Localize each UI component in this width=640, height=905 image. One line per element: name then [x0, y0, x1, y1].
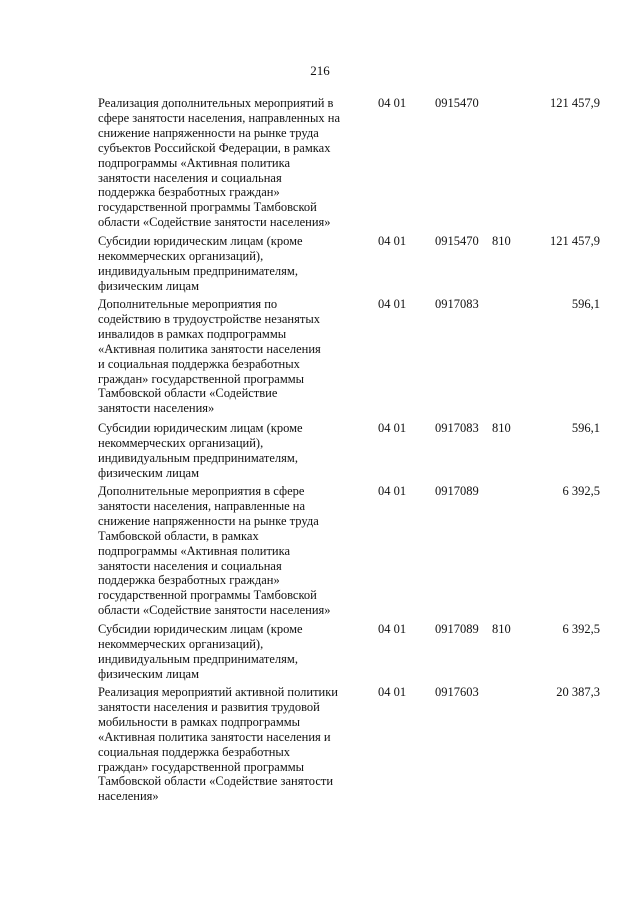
row-expense-type: 810	[492, 421, 511, 435]
row-section-code: 04 01	[378, 685, 407, 699]
row-section-code: 04 01	[378, 234, 407, 248]
row-description: Дополнительные мероприятия в сфере занятости населения, направленные на снижение напряженности на рынке труда Тамбовской области, в рамках подпрограммы «Активная политика занятости населения и социальная поддержка безработных граждан» государственной программы Тамбовской области «Содействие занятости населения»	[98, 484, 331, 618]
row-section-code: 04 01	[378, 484, 407, 498]
row-target-code: 0917089	[435, 622, 479, 636]
row-description: Дополнительные мероприятия по содействию в трудоустройстве незанятых инвалидов в рамках подпрограммы «Активная политика занятости населения и социальная поддержка безработных граждан» государственной программы Тамбовской области «Содействие занятости населения»	[98, 297, 321, 416]
budget-table	[0, 96, 640, 809]
row-expense-type: 810	[492, 622, 511, 636]
row-target-code: 0917603	[435, 685, 479, 699]
row-section-code: 04 01	[378, 297, 407, 311]
row-amount: 121 457,9	[550, 234, 600, 248]
table-row	[0, 685, 640, 809]
table-row	[0, 297, 640, 421]
row-amount: 6 392,5	[562, 622, 600, 636]
row-amount: 20 387,3	[556, 685, 600, 699]
row-description: Субсидии юридическим лицам (кроме некоммерческих организаций), индивидуальным предпринимателям, физическим лицам	[98, 234, 303, 293]
table-row	[0, 622, 640, 685]
row-section-code: 04 01	[378, 622, 407, 636]
table-row	[0, 484, 640, 622]
row-expense-type: 810	[492, 234, 511, 248]
row-section-code: 04 01	[378, 421, 407, 435]
table-row	[0, 421, 640, 484]
row-amount: 596,1	[571, 421, 600, 435]
row-target-code: 0917089	[435, 484, 479, 498]
row-description: Субсидии юридическим лицам (кроме некоммерческих организаций), индивидуальным предпринимателям, физическим лицам	[98, 421, 303, 480]
row-target-code: 0915470	[435, 234, 479, 248]
page-number: 216	[310, 63, 330, 78]
row-target-code: 0915470	[435, 96, 479, 110]
row-description: Реализация мероприятий активной политики занятости населения и развития трудовой мобильности в рамках подпрограммы «Активная политика занятости населения и социальная поддержка безработных граждан» государственной программы Тамбовской области «Содействие занятости населения»	[98, 685, 338, 804]
row-target-code: 0917083	[435, 297, 479, 311]
table-row	[0, 234, 640, 297]
row-target-code: 0917083	[435, 421, 479, 435]
row-description: Субсидии юридическим лицам (кроме некоммерческих организаций), индивидуальным предпринимателям, физическим лицам	[98, 622, 303, 681]
row-amount: 596,1	[571, 297, 600, 311]
row-description: Реализация дополнительных мероприятий в сфере занятости населения, направленных на снижение напряженности на рынке труда субъектов Российской Федерации, в рамках подпрограммы «Активная политика занятости населения и социальная поддержка безработных граждан» государственной программы Тамбовской области «Содействие занятости населения»	[98, 96, 341, 230]
row-section-code: 04 01	[378, 96, 407, 110]
row-amount: 121 457,9	[550, 96, 600, 110]
table-row	[0, 96, 640, 234]
row-amount: 6 392,5	[562, 484, 600, 498]
